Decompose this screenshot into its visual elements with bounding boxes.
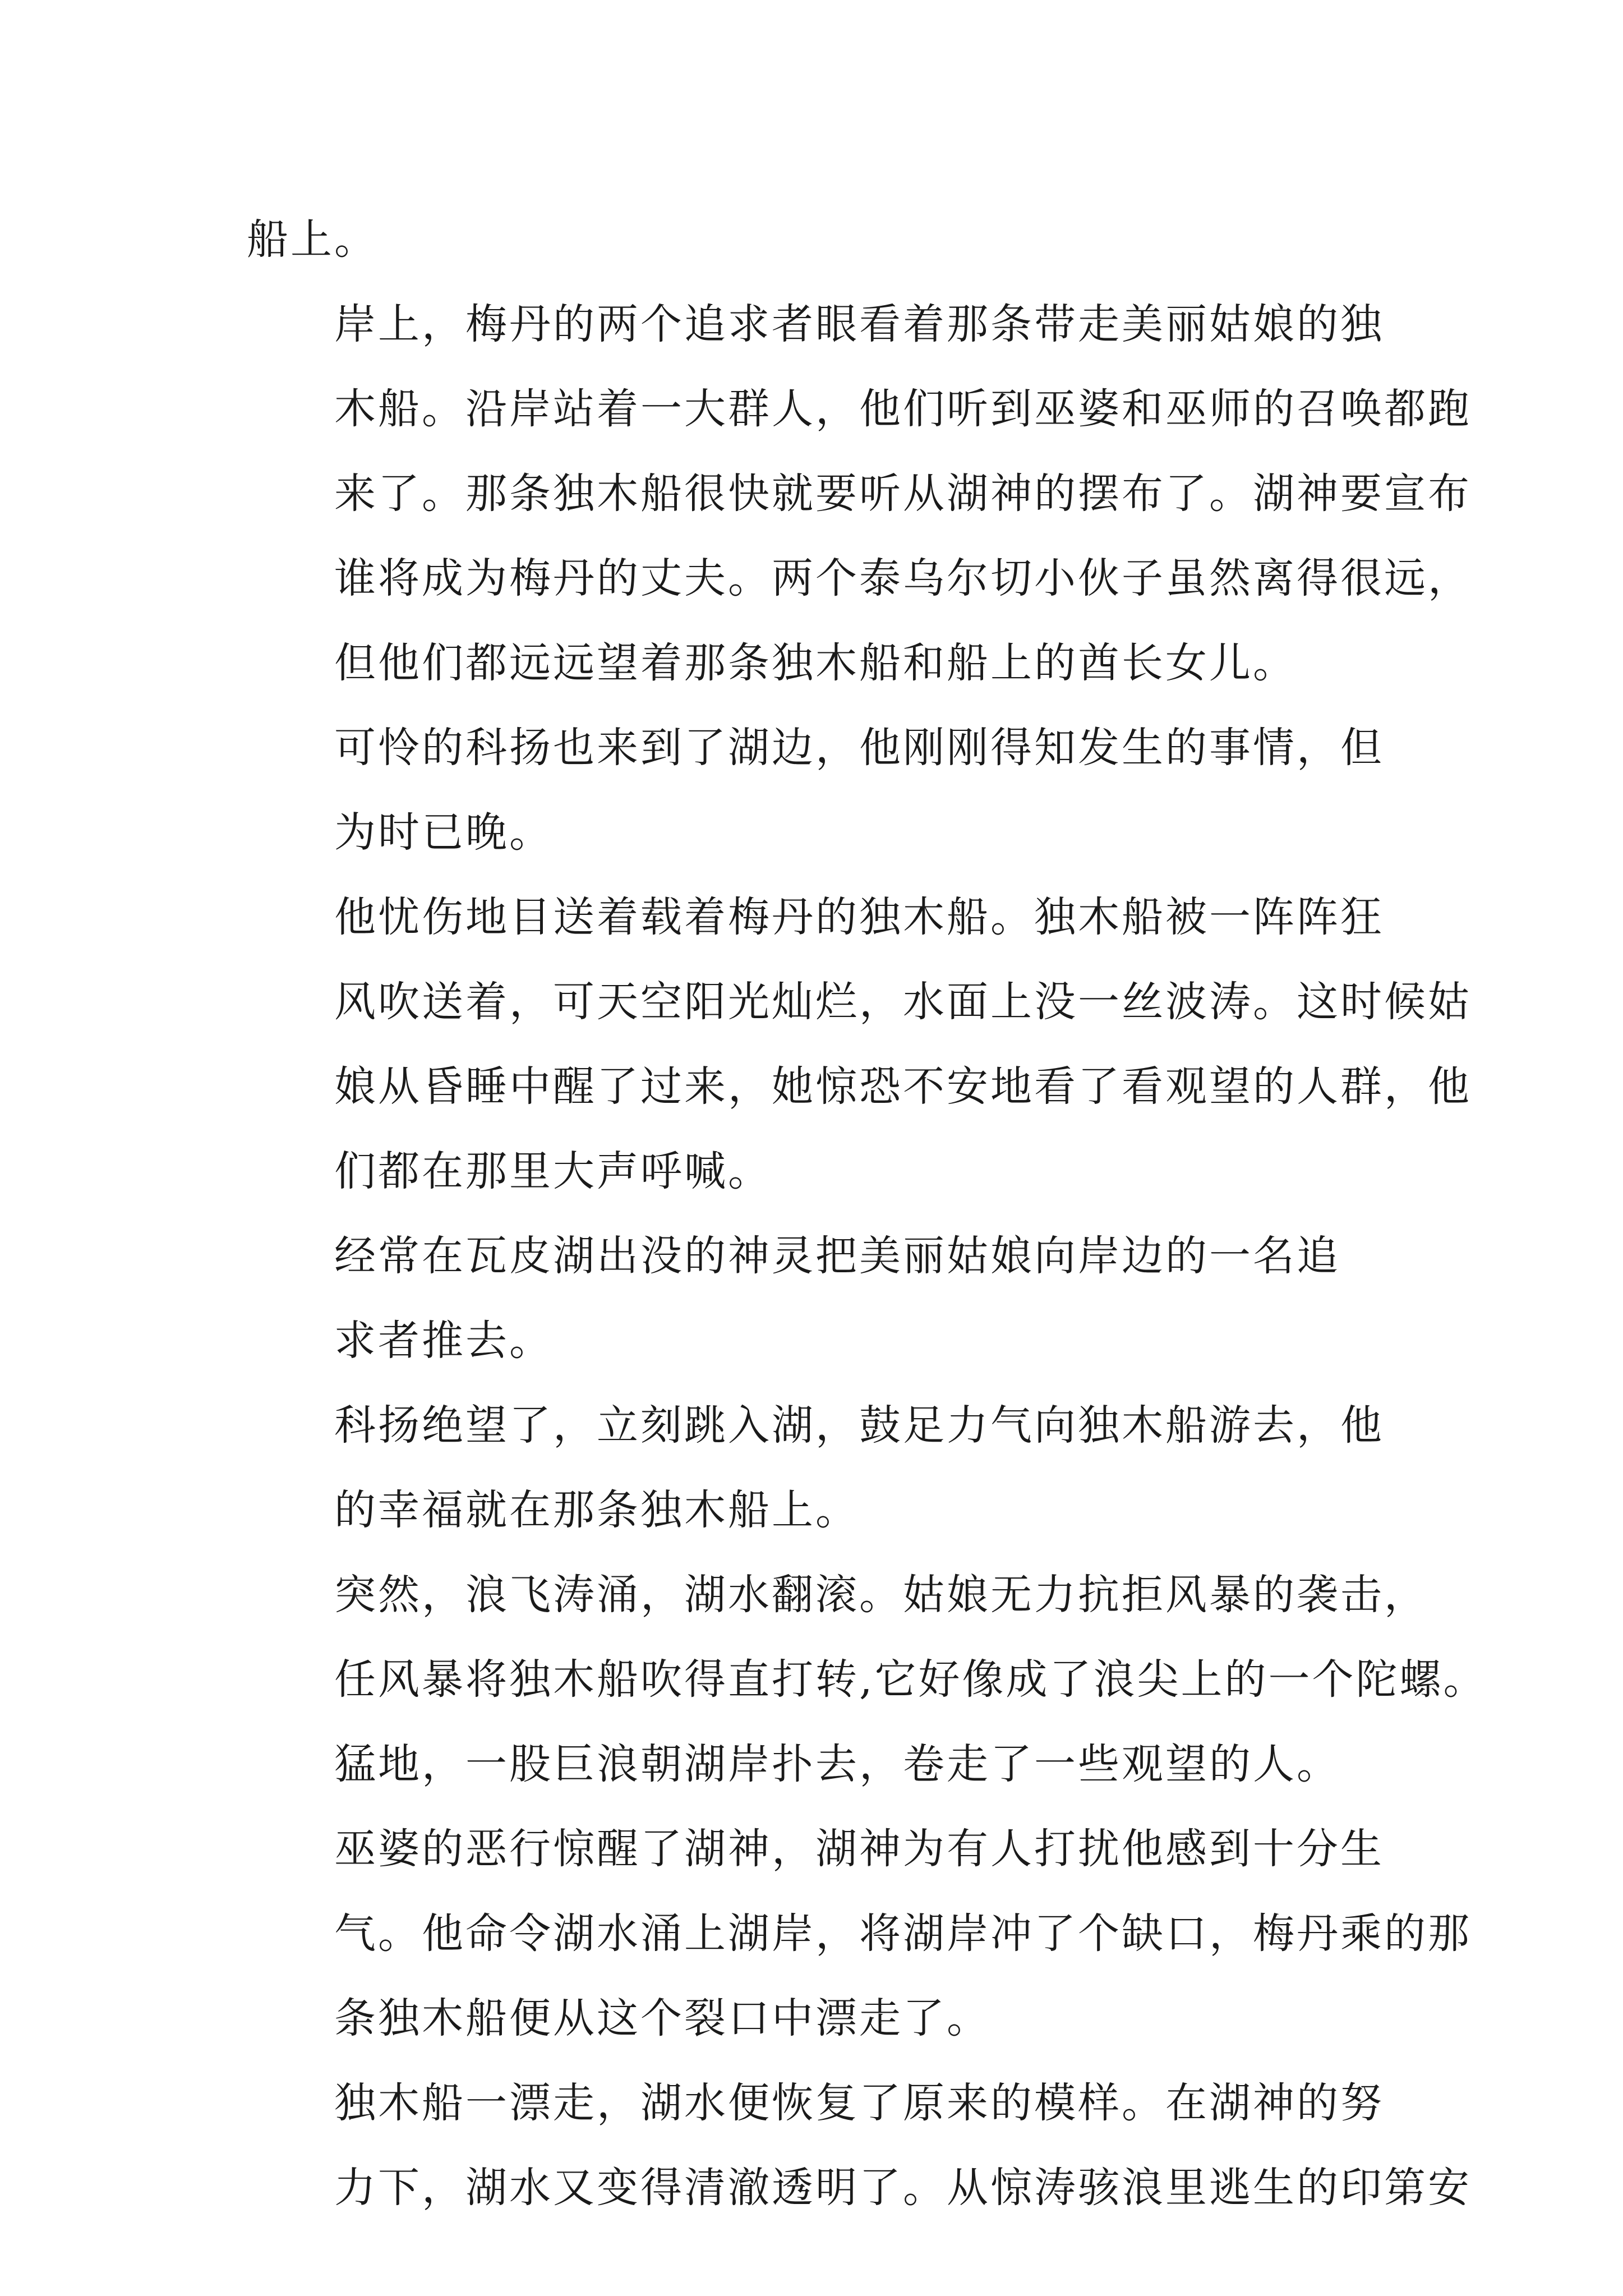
text-line: 他忧伤地目送着载着梅丹的独木船。独木船被一阵阵狂	[334, 893, 1384, 941]
text-line: 娘从昏睡中醒了过来，她惊恐不安地看了看观望的人群，他	[334, 1062, 1472, 1111]
paragraph	[247, 1214, 1391, 1383]
text-line: 来了。那条独木船很快就要听从湖神的摆布了。湖神要宣布	[334, 470, 1472, 518]
text-line: 力下，湖水又变得清澈透明了。从惊涛骇浪里逃生的印第安	[334, 2164, 1472, 2212]
text-line: 们都在那里大声呼喊。	[334, 1147, 772, 1195]
text-line: 气。他命令湖水涌上湖岸，将湖岸冲了个缺口，梅丹乘的那	[334, 1910, 1472, 1958]
text-line: 条独木船便从这个裂口中漂走了。	[334, 1994, 990, 2042]
text-line: 科扬绝望了，立刻跳入湖，鼓足力气向独木船游去，他	[334, 1401, 1384, 1450]
text-line: 任风暴将独木船吹得直打转,它好像成了浪尖上的一个陀螺。	[334, 1655, 1487, 1704]
text-line: 船上。	[247, 215, 378, 264]
text-line: 独木船一漂走，湖水便恢复了原来的模样。在湖神的努	[334, 2079, 1384, 2127]
text-line: 求者推去。	[334, 1317, 553, 1365]
paragraph	[247, 706, 1391, 875]
text-line: 经常在瓦皮湖出没的神灵把美丽姑娘向岸边的一名追	[334, 1232, 1340, 1280]
text-line: 猛地，一股巨浪朝湖岸扑去，卷走了一些观望的人。	[334, 1740, 1340, 1788]
text-line: 木船。沿岸站着一大群人，他们听到巫婆和巫师的召唤都跑	[334, 385, 1472, 433]
text-line: 为时已晚。	[334, 808, 553, 857]
text-line: 但他们都远远望着那条独木船和船上的酋长女儿。	[334, 639, 1297, 687]
body-text	[247, 197, 1487, 2230]
paragraph	[247, 282, 1472, 706]
text-line: 谁将成为梅丹的丈夫。两个泰乌尔切小伙子虽然离得很远，	[334, 554, 1472, 602]
text-line: 巫婆的恶行惊醒了湖神，湖神为有人打扰他感到十分生	[334, 1825, 1384, 1873]
paragraph	[247, 875, 1472, 1214]
text-line: 的幸福就在那条独木船上。	[334, 1486, 859, 1534]
text-line: 岸上，梅丹的两个追求者眼看着那条带走美丽姑娘的独	[334, 300, 1384, 348]
text-line: 突然，浪飞涛涌，湖水翻滚。姑娘无力抗拒风暴的袭击，	[334, 1571, 1428, 1619]
paragraph	[247, 1807, 1472, 2061]
paragraph	[247, 1553, 1487, 1807]
paragraph	[247, 197, 1391, 282]
text-line: 风吹送着，可天空阳光灿烂，水面上没一丝波涛。这时候姑	[334, 978, 1472, 1026]
paragraph	[247, 2061, 1472, 2230]
paragraph	[247, 1383, 1391, 1553]
text-line: 可怜的科扬也来到了湖边，他刚刚得知发生的事情，但	[334, 724, 1384, 772]
